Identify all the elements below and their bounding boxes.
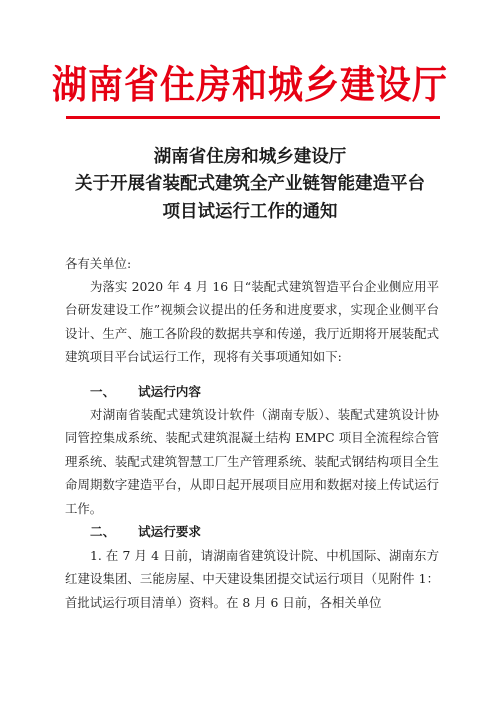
section-paragraph-1: 对湖南省装配式建筑设计软件（湖南专版）、装配式建筑设计协同管控集成系统、装配式建筑混凝土结构 EMPC 项目全流程综合管理系统、装配式建筑智慧工厂生产管理系统、装配式钢结构项目全生命周期数字建造平台，从即日起开展项目应用和数据对接上传试运行工作。 — [65, 407, 439, 516]
section-number-1: 一、 — [90, 384, 116, 399]
section-paragraph-2: 1. 在 7 月 4 日前，请湖南省建筑设计院、中机国际、湖南东方红建设集团、三能房屋、中天建设集团提交试运行项目（见附件 1：首批试运行项目清单）资料。在 8 月 6 日前，各相关单位 — [65, 548, 439, 610]
masthead: 湖南省住房和城乡建设厅 — [51, 64, 448, 108]
document-title-line-2: 关于开展省装配式建筑全产业链智能建造平台 — [75, 174, 425, 194]
section-heading-2 — [90, 521, 201, 540]
document-title-line-1: 湖南省住房和城乡建设厅 — [153, 147, 347, 167]
section-title-1: 试运行内容 — [138, 384, 201, 399]
intro-paragraph: 为落实 2020 年 4 月 16 日“装配式建筑智造平台企业侧应用平台研发建设工作”视频会议提出的任务和进度要求，实现企业侧平台设计、生产、施工各阶段的数据共享和传递，我厅近期将开展装配式建筑项目平台试运行工作，现将有关事项通知如下: — [65, 279, 439, 365]
section-title-2: 试运行要求 — [138, 524, 201, 539]
section-number-2: 二、 — [90, 524, 116, 539]
salutation: 各有关单位: — [65, 256, 132, 271]
document-title-line-3: 项目试运行工作的通知 — [162, 202, 338, 222]
masthead-rule — [66, 116, 440, 119]
section-heading-1 — [90, 381, 201, 400]
